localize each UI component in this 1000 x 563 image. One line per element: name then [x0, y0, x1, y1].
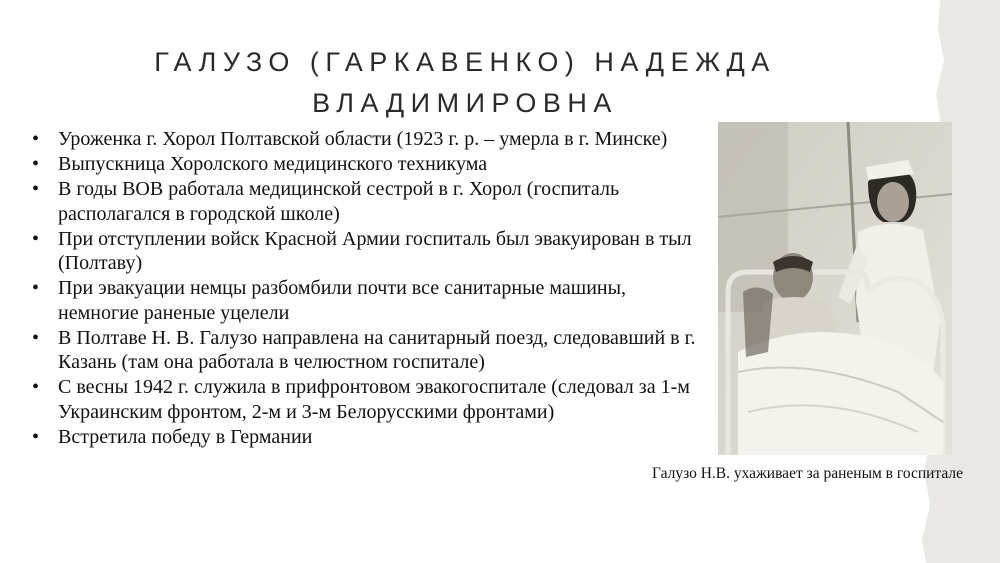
slide-title-line-1: ГАЛУЗО (ГАРКАВЕНКО) НАДЕЖДА: [154, 47, 776, 77]
bullet-item: • Уроженка г. Хорол Полтавской области (1923 г. р. – умерла в г. Минске): [28, 127, 698, 152]
photo-caption: Галузо Н.В. ухаживает за раненым в госпитале: [652, 465, 964, 482]
historical-photo: [718, 122, 952, 455]
slide-title: [60, 42, 870, 124]
bullet-item: • При эвакуации немцы разбомбили почти все санитарные машины, немногие раненые уцелели: [28, 276, 698, 325]
bullet-item: • Встретила победу в Германии: [28, 425, 698, 450]
hospital-scene-image: [718, 122, 952, 455]
bullet-item: • В годы ВОВ работала медицинской сестрой в г. Хорол (госпиталь располагался в городской школе): [28, 177, 698, 226]
bullet-item: • Выпускница Хоролского медицинского техникума: [28, 152, 698, 177]
bullet-item: • С весны 1942 г. служила в прифронтовом эвакогоспитале (следовал за 1-м Украинским фронтом, 2-м и 3-м Белорусскими фронтами): [28, 375, 698, 424]
bullet-item: • При отступлении войск Красной Армии госпиталь был эвакуирован в тыл (Полтаву): [28, 227, 698, 276]
bullet-item: • В Полтаве Н. В. Галузо направлена на санитарный поезд, следовавший в г. Казань (там она работала в челюстном госпитале): [28, 326, 698, 375]
slide-title-line-2: ВЛАДИМИРОВНА: [312, 88, 618, 118]
biography-bullet-list: [28, 127, 698, 450]
